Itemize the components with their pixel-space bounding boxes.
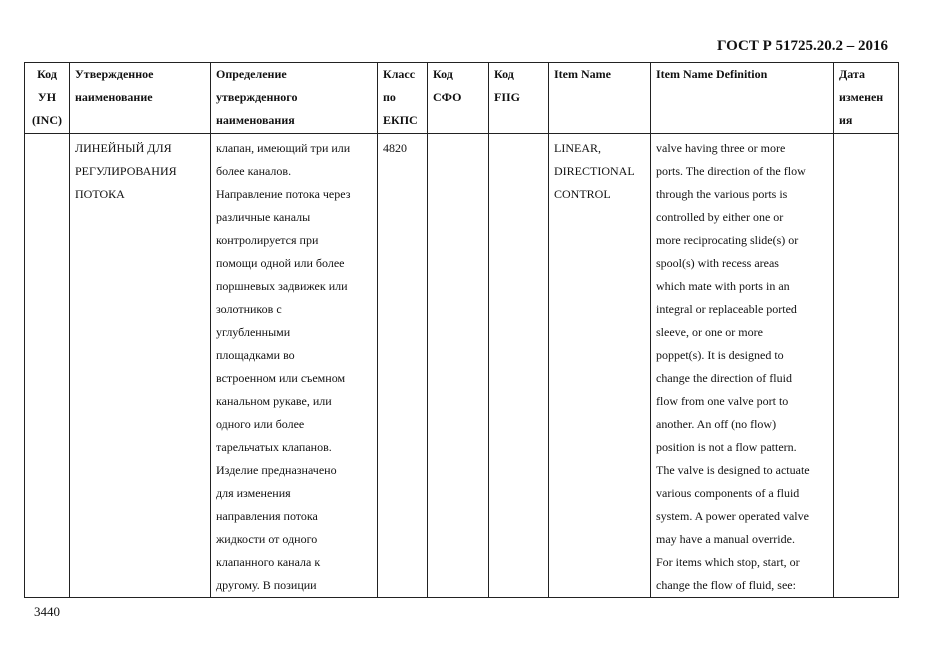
cell-class: 4820: [378, 134, 428, 598]
page-number: 3440: [34, 604, 60, 619]
cell-fiig: [489, 134, 549, 598]
column-header-inc: Код УН (INC): [25, 63, 70, 134]
table-header-row: [25, 63, 899, 134]
column-header-fiig: Код FIIG: [489, 63, 549, 134]
table-row: [25, 134, 899, 598]
classification-table: [24, 62, 899, 598]
column-header-definition-ru: Определение утвержденного наименования: [211, 63, 378, 134]
column-header-item-name: Item Name: [549, 63, 651, 134]
column-header-sfo: Код СФО: [428, 63, 489, 134]
document-standard-title: ГОСТ Р 51725.20.2 – 2016: [716, 38, 888, 54]
column-header-change-date: Дата изменен ия: [834, 63, 899, 134]
column-header-class: Класс по ЕКПС: [378, 63, 428, 134]
cell-item-definition: valve having three or more ports. The direction of the flow through the various ports is controlled by either one or more reciprocating slide(s) or spool(s) with recess areas which mate with ports in an integral or replaceable ported sleeve, or one or more poppet(s). It is designed to change the direction of fluid flow from one valve port to another. An off (no flow) position is not a flow pattern. The valve is designed to actuate various components of a fluid system. A power operated valve may have a manual override. For items which stop, start, or change the flow of fluid, see:: [651, 134, 834, 598]
column-header-item-definition: Item Name Definition: [651, 63, 834, 134]
cell-approved-name: ЛИНЕЙНЫЙ ДЛЯ РЕГУЛИРОВАНИЯ ПОТОКА: [70, 134, 211, 598]
cell-change-date: [834, 134, 899, 598]
cell-definition-ru: клапан, имеющий три или более каналов. Направление потока через различные каналы контролируется при помощи одной или более поршневых задвижек или золотников с углубленными площадками во встроенном или съемном канальном рукаве, или одного или более тарельчатых клапанов. Изделие предназначено для изменения направления потока жидкости от одного клапанного канала к другому. В позиции: [211, 134, 378, 598]
cell-inc: [25, 134, 70, 598]
cell-sfo: [428, 134, 489, 598]
column-header-approved-name: Утвержденное наименование: [70, 63, 211, 134]
cell-item-name: LINEAR, DIRECTIONAL CONTROL: [549, 134, 651, 598]
